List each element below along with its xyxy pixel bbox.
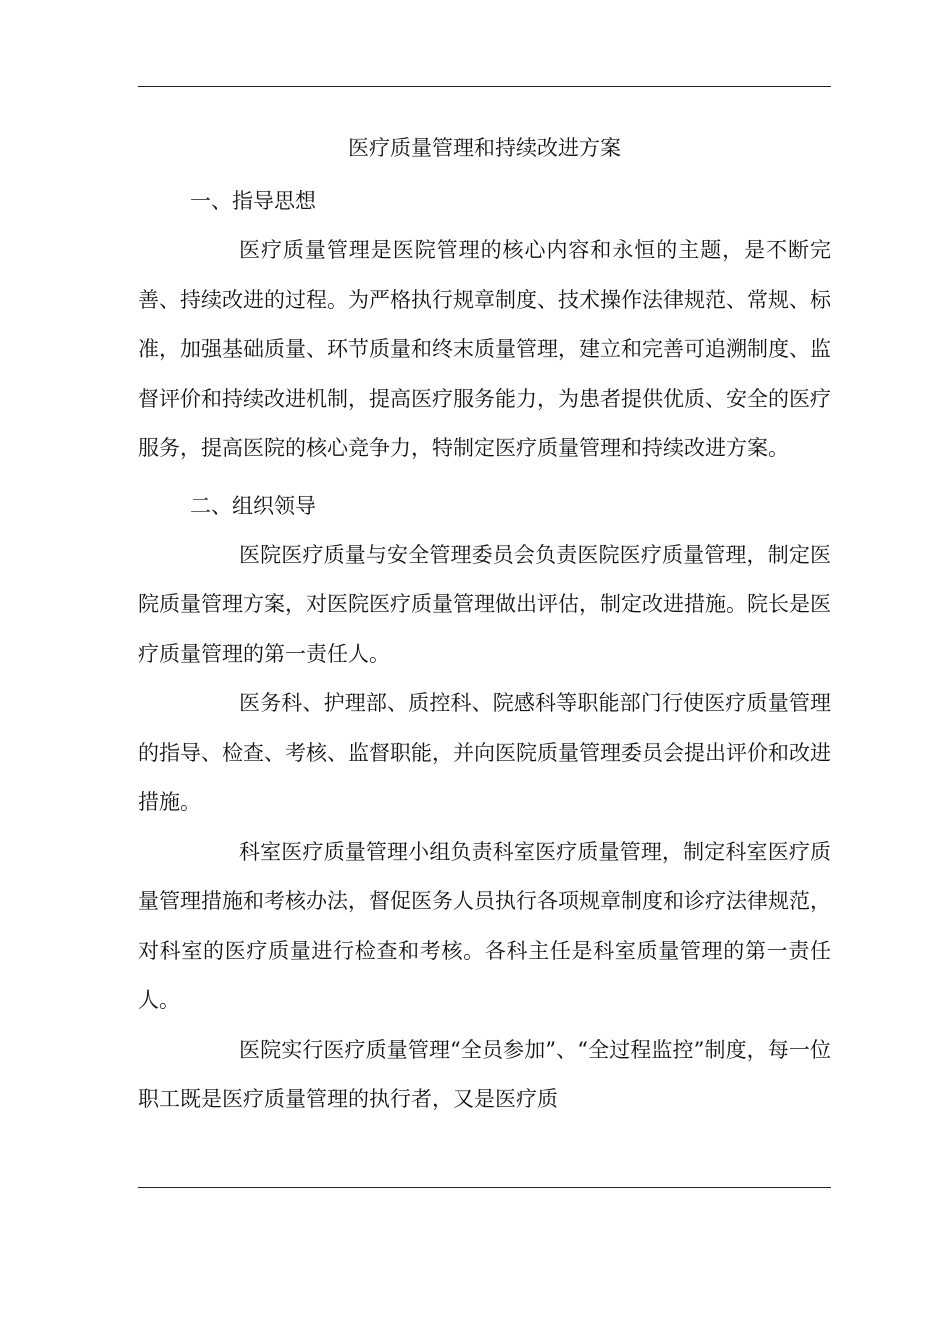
- paragraph: 医院医疗质量与安全管理委员会负责医院医疗质量管理，制定医院质量管理方案，对医院医疗质量管理做出评估，制定改进措施。院长是医疗质量管理的第一责任人。: [138, 542, 831, 666]
- document-body: [138, 127, 831, 1125]
- section-heading-organization-leadership: 二、组织领导: [190, 493, 316, 518]
- paragraph: 医疗质量管理是医院管理的核心内容和永恒的主题，是不断完善、持续改进的过程。为严格执行规章制度、技术操作法律规范、常规、标准，加强基础质量、环节质量和终末质量管理，建立和完善可追溯制度、监督评价和持续改进机制，提高医疗服务能力，为患者提供优质、安全的医疗服务，提高医院的核心竞争力，特制定医疗质量管理和持续改进方案。: [138, 238, 831, 460]
- paragraph: 医院实行医疗质量管理“全员参加”、“全过程监控”制度，每一位职工既是医疗质量管理的执行者，又是医疗质: [138, 1037, 831, 1111]
- document-title: 医疗质量管理和持续改进方案: [348, 136, 621, 160]
- section-heading-guiding-ideology: 一、指导思想: [190, 189, 316, 213]
- header-rule: [138, 86, 831, 87]
- paragraph: 医务科、护理部、质控科、院感科等职能部门行使医疗质量管理的指导、检查、考核、监督职能，并向医院质量管理委员会提出评价和改进措施。: [138, 691, 831, 814]
- paragraph: 科室医疗质量管理小组负责科室医疗质量管理，制定科室医疗质量管理措施和考核办法，督促医务人员执行各项规章制度和诊疗法律规范，对科室的医疗质量进行检查和考核。各科主任是科室质量管理的第一责任人。: [138, 839, 831, 1012]
- footer-rule: [138, 1187, 831, 1188]
